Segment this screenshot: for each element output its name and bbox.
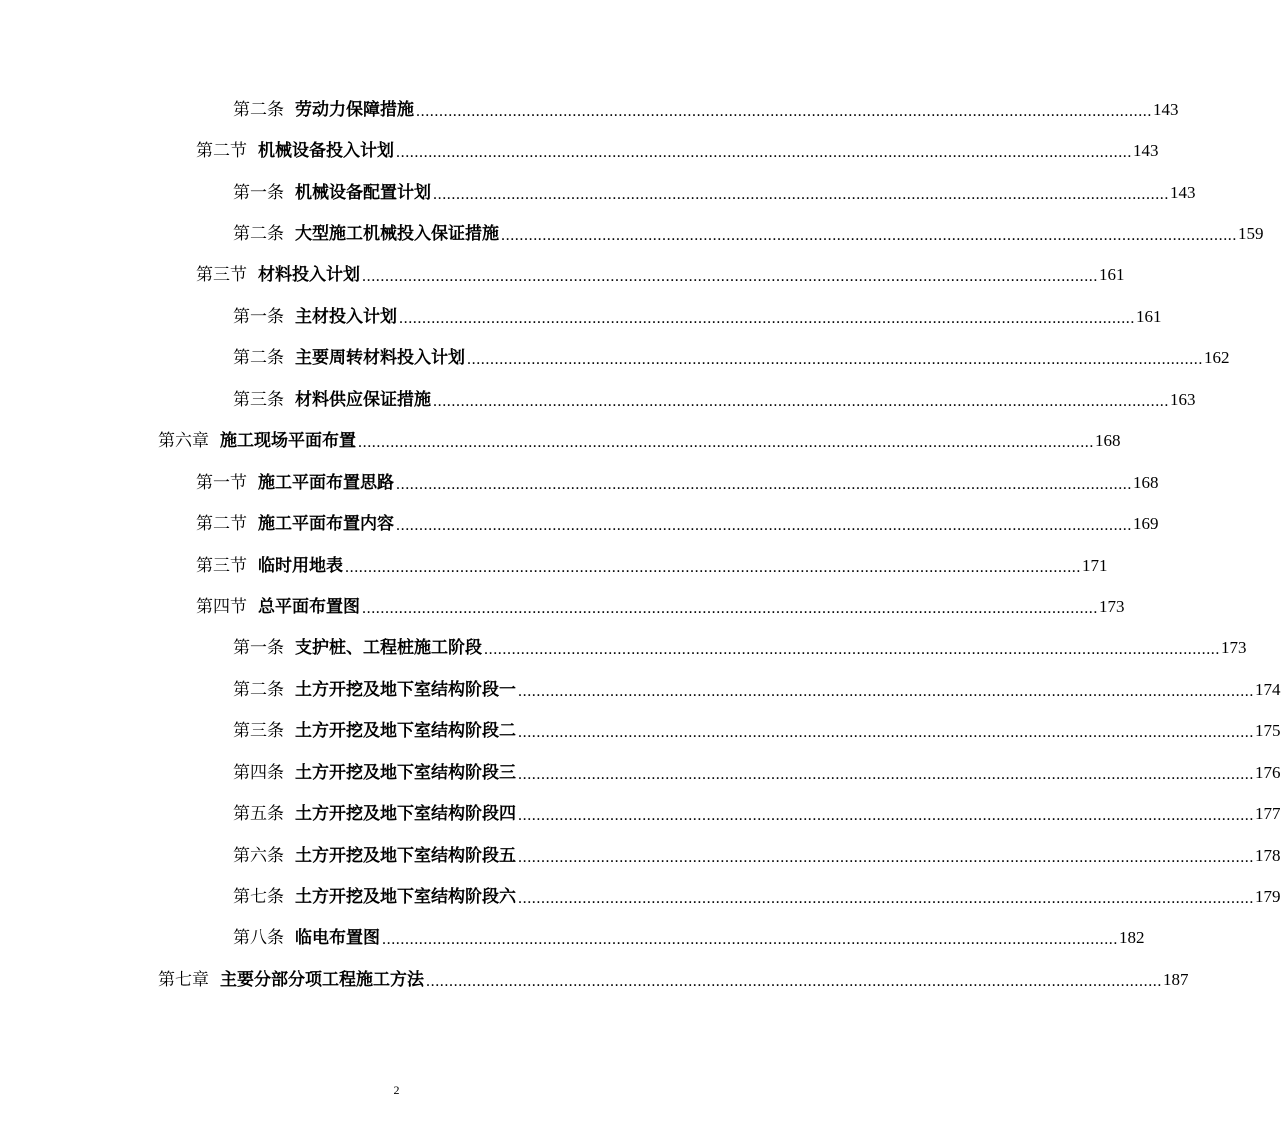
toc-entry-title: 土方开挖及地下室结构阶段五 (295, 845, 516, 866)
toc-entry-number: 第六章 (158, 431, 209, 452)
toc-entry-page: 173 (1099, 596, 1125, 616)
dot-leader: ................................................................................................................................................................ (467, 351, 1203, 369)
dot-leader: ................................................................................................................................................................ (518, 848, 1254, 866)
toc-label (233, 803, 516, 825)
toc-entry[interactable] (0, 918, 1145, 959)
toc-entry[interactable] (0, 959, 1189, 1000)
toc-entry[interactable] (0, 89, 1179, 130)
toc-entry-page: 168 (1095, 431, 1121, 451)
toc-entry[interactable] (0, 835, 1281, 876)
dot-leader: ................................................................................................................................................................ (518, 682, 1254, 700)
page-number: 2 (393, 1083, 400, 1097)
toc-entry-page: 176 (1255, 762, 1281, 782)
toc-label (196, 472, 394, 494)
dot-leader: ................................................................................................................................................................ (416, 102, 1152, 120)
toc-entry[interactable] (0, 752, 1281, 793)
toc-entry-number: 第二条 (233, 679, 284, 700)
toc-label (196, 140, 394, 162)
dot-leader: ................................................................................................................................................................ (396, 517, 1132, 535)
toc-entry-number: 第二条 (233, 99, 284, 120)
toc-label (196, 596, 360, 618)
toc-entry-title: 土方开挖及地下室结构阶段四 (295, 804, 516, 825)
toc-entry-page: 169 (1133, 514, 1159, 534)
toc-entry[interactable] (0, 421, 1121, 462)
toc-entry-number: 第五条 (233, 804, 284, 825)
toc-entry[interactable] (0, 876, 1281, 917)
toc-entry-page: 159 (1238, 224, 1264, 244)
toc-label (233, 720, 516, 742)
dot-leader: ................................................................................................................................................................ (484, 641, 1220, 659)
toc-entry-page: 163 (1170, 389, 1196, 409)
toc-entry[interactable] (0, 793, 1281, 834)
toc-entry-title: 劳动力保障措施 (295, 99, 414, 120)
toc-entry-page: 143 (1133, 141, 1159, 161)
toc-entry-number: 第四节 (196, 596, 247, 617)
toc-entry-number: 第一条 (233, 306, 284, 327)
toc-entry-page: 161 (1136, 306, 1162, 326)
dot-leader: ................................................................................................................................................................ (345, 558, 1081, 576)
toc-entry-title: 施工平面布置内容 (258, 514, 394, 535)
table-of-contents (0, 89, 1281, 1001)
toc-label (196, 555, 343, 577)
toc-entry-title: 土方开挖及地下室结构阶段二 (295, 721, 516, 742)
toc-entry-number: 第二条 (233, 224, 284, 245)
dot-leader: ................................................................................................................................................................ (399, 309, 1135, 327)
dot-leader: ................................................................................................................................................................ (433, 185, 1169, 203)
toc-entry-title: 大型施工机械投入保证措施 (295, 224, 499, 245)
toc-entry-page: 161 (1099, 265, 1125, 285)
toc-entry-number: 第四条 (233, 762, 284, 783)
toc-entry-number: 第三条 (233, 389, 284, 410)
dot-leader: ................................................................................................................................................................ (518, 724, 1254, 742)
toc-entry[interactable] (0, 379, 1196, 420)
toc-entry[interactable] (0, 462, 1159, 503)
toc-label (233, 223, 499, 245)
toc-entry-number: 第一节 (196, 472, 247, 493)
toc-entry-title: 临电布置图 (295, 928, 380, 949)
toc-label (196, 513, 394, 535)
toc-entry-page: 171 (1082, 555, 1108, 575)
toc-entry-number: 第七章 (158, 969, 209, 990)
dot-leader: ................................................................................................................................................................ (362, 599, 1098, 617)
toc-entry[interactable] (0, 338, 1230, 379)
toc-label (233, 182, 431, 204)
toc-label (233, 845, 516, 867)
toc-entry-number: 第三条 (233, 721, 284, 742)
dot-leader: ................................................................................................................................................................ (382, 931, 1118, 949)
toc-label (196, 264, 360, 286)
toc-entry-title: 材料供应保证措施 (295, 389, 431, 410)
toc-entry-page: 143 (1170, 182, 1196, 202)
toc-entry-page: 175 (1255, 721, 1281, 741)
dot-leader: ................................................................................................................................................................ (396, 144, 1132, 162)
toc-entry[interactable] (0, 503, 1159, 544)
toc-entry-page: 143 (1153, 99, 1179, 119)
toc-entry[interactable] (0, 296, 1162, 337)
toc-entry-title: 总平面布置图 (258, 596, 360, 617)
toc-entry-page: 174 (1255, 679, 1281, 699)
toc-entry-title: 临时用地表 (258, 555, 343, 576)
toc-entry-number: 第七条 (233, 887, 284, 908)
toc-entry-page: 162 (1204, 348, 1230, 368)
toc-entry[interactable] (0, 586, 1125, 627)
toc-label (233, 886, 516, 908)
toc-label (158, 430, 356, 452)
toc-entry-page: 168 (1133, 472, 1159, 492)
toc-entry-number: 第六条 (233, 845, 284, 866)
toc-entry-number: 第八条 (233, 928, 284, 949)
toc-entry-number: 第三节 (196, 265, 247, 286)
toc-label (158, 969, 424, 991)
toc-entry[interactable] (0, 172, 1196, 213)
toc-entry[interactable] (0, 255, 1125, 296)
toc-entry-title: 土方开挖及地下室结构阶段一 (295, 679, 516, 700)
toc-entry[interactable] (0, 669, 1281, 710)
toc-entry-page: 173 (1221, 638, 1247, 658)
toc-entry-page: 179 (1255, 887, 1281, 907)
toc-entry-number: 第一条 (233, 182, 284, 203)
toc-entry-page: 178 (1255, 845, 1281, 865)
toc-entry-title: 机械设备配置计划 (295, 182, 431, 203)
toc-entry[interactable] (0, 213, 1264, 254)
toc-label (233, 927, 380, 949)
toc-label (233, 99, 414, 121)
toc-entry-title: 支护桩、工程桩施工阶段 (295, 638, 482, 659)
toc-entry[interactable] (0, 711, 1281, 752)
toc-label (233, 762, 516, 784)
toc-entry-title: 主材投入计划 (295, 306, 397, 327)
dot-leader: ................................................................................................................................................................ (396, 475, 1132, 493)
toc-label (233, 306, 397, 328)
toc-entry-title: 主要分部分项工程施工方法 (220, 969, 424, 990)
toc-entry[interactable] (0, 545, 1108, 586)
toc-entry-title: 土方开挖及地下室结构阶段三 (295, 762, 516, 783)
dot-leader: ................................................................................................................................................................ (518, 807, 1254, 825)
dot-leader: ................................................................................................................................................................ (426, 972, 1162, 990)
toc-entry-title: 施工现场平面布置 (220, 431, 356, 452)
dot-leader: ................................................................................................................................................................ (433, 392, 1169, 410)
toc-entry-number: 第二节 (196, 141, 247, 162)
toc-entry[interactable] (0, 130, 1159, 171)
toc-label (233, 389, 431, 411)
toc-entry-page: 177 (1255, 804, 1281, 824)
toc-entry-title: 机械设备投入计划 (258, 141, 394, 162)
toc-entry-title: 主要周转材料投入计划 (295, 348, 465, 369)
toc-entry-page: 182 (1119, 928, 1145, 948)
toc-entry-title: 土方开挖及地下室结构阶段六 (295, 887, 516, 908)
toc-entry[interactable] (0, 628, 1247, 669)
toc-entry-title: 材料投入计划 (258, 265, 360, 286)
toc-entry-number: 第二节 (196, 514, 247, 535)
toc-entry-number: 第三节 (196, 555, 247, 576)
dot-leader: ................................................................................................................................................................ (518, 765, 1254, 783)
toc-label (233, 679, 516, 701)
toc-label (233, 347, 465, 369)
dot-leader: ................................................................................................................................................................ (518, 890, 1254, 908)
dot-leader: ................................................................................................................................................................ (362, 268, 1098, 286)
toc-entry-number: 第一条 (233, 638, 284, 659)
toc-entry-page: 187 (1163, 969, 1189, 989)
toc-entry-number: 第二条 (233, 348, 284, 369)
toc-label (233, 637, 482, 659)
toc-entry-title: 施工平面布置思路 (258, 472, 394, 493)
dot-leader: ................................................................................................................................................................ (501, 227, 1237, 245)
dot-leader: ................................................................................................................................................................ (358, 434, 1094, 452)
